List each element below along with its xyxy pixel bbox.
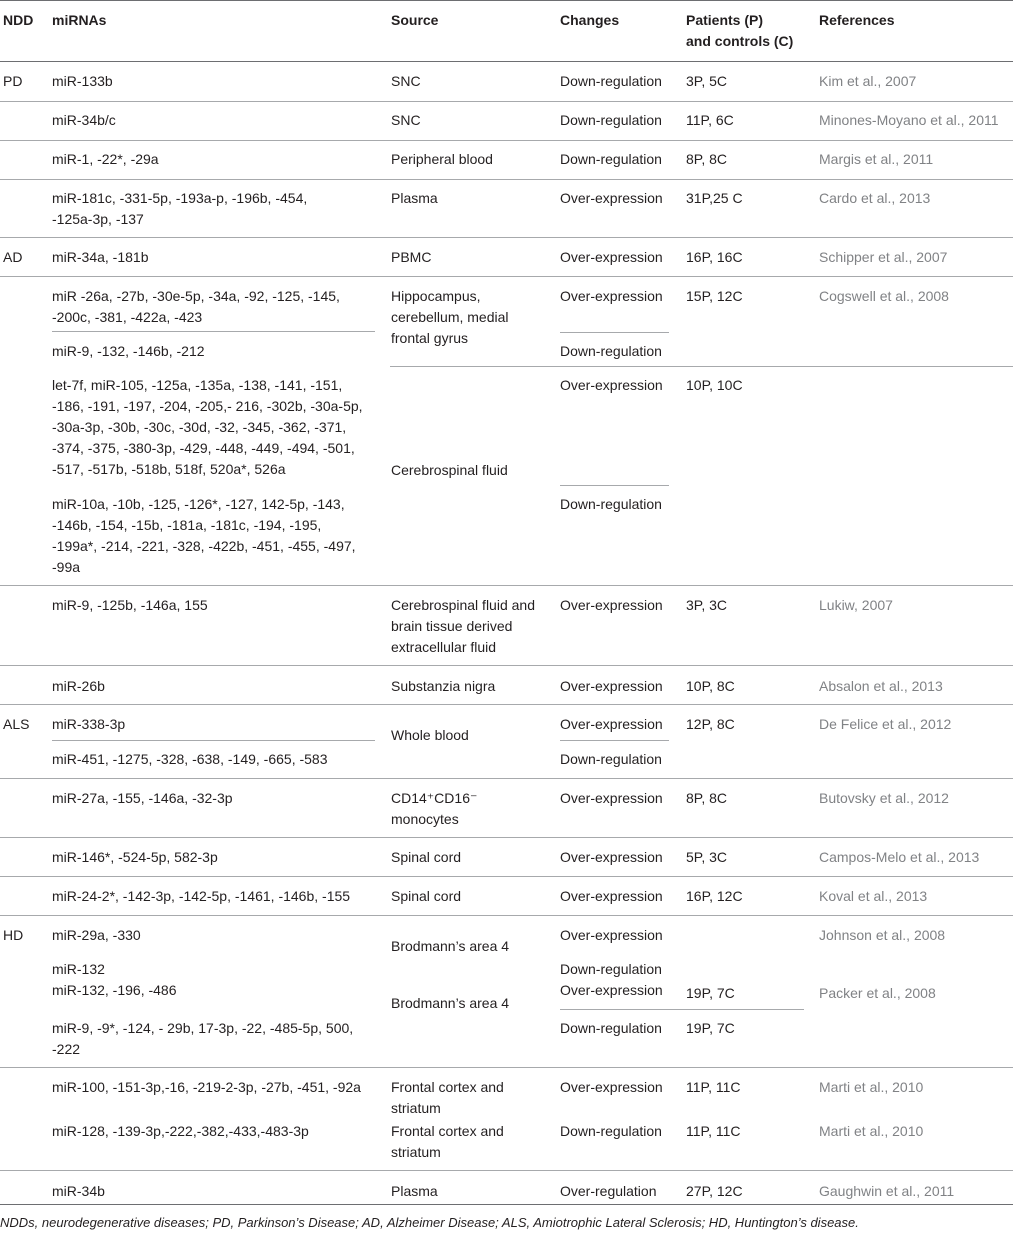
mirnas-cell: miR-10a, -10b, -125, -126*, -127, 142-5p, -143, -146b, -154, -15b, -181a, -181c, -194, -195, -199a*, -214, -221, -328, -422b, -451, -455, -497, -99a	[52, 496, 356, 575]
table-top-rule	[0, 0, 1013, 1]
changes-cell: Over-expression	[560, 249, 663, 265]
patients-cell: 31P,25 C	[686, 190, 743, 206]
mirnas-cell: miR-34b/c	[52, 112, 116, 128]
row-divider	[0, 101, 1013, 102]
header-patients: Patients (P) and controls (C)	[686, 12, 794, 49]
row-divider	[52, 740, 375, 741]
reference-cell: De Felice et al., 2012	[819, 716, 952, 732]
patients-cell: 3P, 3C	[686, 597, 727, 613]
mirnas-cell: miR-133b	[52, 73, 113, 89]
row-divider	[560, 332, 669, 333]
row-divider	[52, 331, 375, 332]
patients-cell: 11P, 11C	[686, 1079, 741, 1095]
row-divider	[0, 778, 1013, 779]
row-divider	[0, 1067, 1013, 1068]
mirnas-cell: miR-24-2*, -142-3p, -142-5p, -1461, -146b, -155	[52, 888, 351, 904]
changes-cell: Down-regulation	[560, 73, 662, 89]
source-cell: Frontal cortex and striatum	[391, 1123, 504, 1160]
source-cell: Cerebrospinal fluid and brain tissue derived extracellular fluid	[391, 597, 535, 655]
reference-cell: Minones-Moyano et al., 2011	[819, 112, 999, 128]
row-divider	[390, 366, 1013, 367]
changes-cell: Over-expression	[560, 927, 663, 943]
reference-cell: Margis et al., 2011	[819, 151, 934, 167]
changes-cell: Over-expression	[560, 288, 663, 304]
reference-cell: Cardo et al., 2013	[819, 190, 931, 206]
header-source: Source	[391, 12, 439, 28]
changes-cell: Down-regulation	[560, 151, 662, 167]
changes-cell: Over-regulation	[560, 1183, 657, 1199]
mirnas-cell: miR -26a, -27b, -30e-5p, -34a, -92, -125, -145, -200c, -381, -422a, -423	[52, 288, 340, 325]
reference-cell: Packer et al., 2008	[819, 985, 936, 1001]
reference-cell: Gaughwin et al., 2011	[819, 1183, 955, 1199]
mirnas-cell: miR-146*, -524-5p, 582-3p	[52, 849, 218, 865]
changes-cell: Over-expression	[560, 190, 663, 206]
source-cell: CD14⁺CD16⁻ monocytes	[391, 790, 478, 827]
source-cell: Brodmann’s area 4	[391, 995, 510, 1011]
source-cell: Plasma	[391, 190, 438, 206]
mirnas-cell: let-7f, miR-105, -125a, -135a, -138, -141, -151, -186, -191, -197, -204, -205,- 216, -302b, -30a-5p, -30a-3p, -30b, -30c, -30d, -32, -345, -362, -371, -374, -375, -380-3p, -429, -448, -449, -494, -501, -517, -517b, -518b, 518f, 520a*, 526a	[52, 377, 363, 477]
mirnas-cell: miR-1, -22*, -29a	[52, 151, 159, 167]
reference-cell: Cogswell et al., 2008	[819, 288, 949, 304]
changes-cell: Over-expression	[560, 377, 663, 393]
patients-cell: 19P, 7C	[686, 1020, 735, 1036]
source-cell: Brodmann’s area 4	[391, 938, 510, 954]
row-divider	[560, 485, 669, 486]
changes-cell: Down-regulation	[560, 751, 662, 767]
row-divider	[0, 704, 1013, 705]
changes-cell: Over-expression	[560, 888, 663, 904]
patients-cell: 11P, 11C	[686, 1123, 741, 1139]
row-divider	[0, 237, 1013, 238]
mirnas-cell: miR-132 miR-132, -196, -486	[52, 961, 177, 998]
patients-cell: 10P, 8C	[686, 678, 735, 694]
reference-cell: Absalon et al., 2013	[819, 678, 943, 694]
source-cell: Substanzia nigra	[391, 678, 496, 694]
source-cell: PBMC	[391, 249, 432, 265]
row-divider	[0, 837, 1013, 838]
source-cell: Spinal cord	[391, 888, 462, 904]
row-divider	[560, 740, 669, 741]
patients-cell: 8P, 8C	[686, 790, 727, 806]
source-cell: Peripheral blood	[391, 151, 493, 167]
header-bottom-rule	[0, 61, 1013, 62]
source-cell: SNC	[391, 73, 421, 89]
patients-cell: 10P, 10C	[686, 377, 743, 393]
reference-cell: Koval et al., 2013	[819, 888, 928, 904]
patients-cell: 16P, 16C	[686, 249, 743, 265]
row-divider	[0, 179, 1013, 180]
reference-cell: Lukiw, 2007	[819, 597, 893, 613]
patients-cell: 12P, 8C	[686, 716, 735, 732]
changes-cell: Down-regulation Over-expression	[560, 961, 663, 998]
reference-cell: Schipper et al., 2007	[819, 249, 948, 265]
changes-cell: Over-expression	[560, 678, 663, 694]
mirnas-cell: miR-181c, -331-5p, -193a-p, -196b, -454, -125a-3p, -137	[52, 190, 308, 227]
mirnas-cell: miR-9, -9*, -124, - 29b, 17-3p, -22, -485-5p, 500, -222	[52, 1020, 354, 1057]
row-divider	[0, 665, 1013, 666]
mirnas-cell: miR-34b	[52, 1183, 105, 1199]
source-cell: Plasma	[391, 1183, 438, 1199]
mirnas-cell: miR-29a, -330	[52, 927, 141, 943]
header-changes: Changes	[560, 12, 620, 28]
changes-cell: Over-expression	[560, 597, 663, 613]
reference-cell: Kim et al., 2007	[819, 73, 917, 89]
patients-cell: 8P, 8C	[686, 151, 727, 167]
source-cell: Cerebrospinal fluid	[391, 462, 508, 478]
mirnas-cell: miR-9, -125b, -146a, 155	[52, 597, 208, 613]
patients-cell: 3P, 5C	[686, 73, 727, 89]
mirnas-cell: miR-100, -151-3p,-16, -219-2-3p, -27b, -451, -92a	[52, 1079, 361, 1095]
changes-cell: Over-expression	[560, 790, 663, 806]
changes-cell: Down-regulation	[560, 496, 662, 512]
row-divider	[0, 140, 1013, 141]
changes-cell: Down-regulation	[560, 343, 662, 359]
row-divider	[0, 585, 1013, 586]
changes-cell: Over-expression	[560, 849, 663, 865]
row-divider	[0, 1170, 1013, 1171]
mirnas-cell: miR-451, -1275, -328, -638, -149, -665, -583	[52, 751, 328, 767]
patients-cell: 19P, 7C	[686, 985, 735, 1001]
changes-cell: Down-regulation	[560, 112, 662, 128]
reference-cell: Johnson et al., 2008	[819, 927, 946, 943]
mirnas-cell: miR-338-3p	[52, 716, 126, 732]
header-ndd: NDD	[3, 12, 34, 28]
patients-cell: 27P, 12C	[686, 1183, 743, 1199]
source-cell: Hippocampus, cerebellum, medial frontal gyrus	[391, 288, 509, 346]
source-cell: Spinal cord	[391, 849, 462, 865]
ndd-cell: ALS	[3, 716, 30, 732]
reference-cell: Campos-Melo et al., 2013	[819, 849, 980, 865]
changes-cell: Down-regulation	[560, 1123, 662, 1139]
ndd-cell: PD	[3, 73, 23, 89]
source-cell: SNC	[391, 112, 421, 128]
row-divider	[0, 276, 1013, 277]
patients-cell: 15P, 12C	[686, 288, 743, 304]
row-divider	[0, 915, 1013, 916]
table-bottom-rule	[0, 1204, 1013, 1205]
mirnas-cell: miR-128, -139-3p,-222,-382,-433,-483-3p	[52, 1123, 309, 1139]
header-references: References	[819, 12, 895, 28]
mirnas-cell: miR-34a, -181b	[52, 249, 149, 265]
patients-cell: 5P, 3C	[686, 849, 727, 865]
reference-cell: Marti et al., 2010	[819, 1123, 924, 1139]
mirnas-cell: miR-9, -132, -146b, -212	[52, 343, 205, 359]
ndd-cell: HD	[3, 927, 24, 943]
mirnas-cell: miR-27a, -155, -146a, -32-3p	[52, 790, 233, 806]
source-cell: Frontal cortex and striatum	[391, 1079, 504, 1116]
patients-cell: 11P, 6C	[686, 112, 734, 128]
reference-cell: Marti et al., 2010	[819, 1079, 924, 1095]
changes-cell: Down-regulation	[560, 1020, 662, 1036]
changes-cell: Over-expression	[560, 716, 663, 732]
ndd-cell: AD	[3, 249, 23, 265]
row-divider	[560, 1009, 804, 1010]
patients-cell: 16P, 12C	[686, 888, 743, 904]
reference-cell: Butovsky et al., 2012	[819, 790, 949, 806]
table-footnote: NDDs, neurodegenerative diseases; PD, Parkinson’s Disease; AD, Alzheimer Disease; ALS, Amiotrophic Lateral Sclerosis; HD, Huntington’s disease.	[0, 1215, 859, 1230]
source-cell: Whole blood	[391, 727, 469, 743]
mirnas-cell: miR-26b	[52, 678, 105, 694]
changes-cell: Over-expression	[560, 1079, 663, 1095]
row-divider	[0, 876, 1013, 877]
header-mirnas: miRNAs	[52, 12, 107, 28]
